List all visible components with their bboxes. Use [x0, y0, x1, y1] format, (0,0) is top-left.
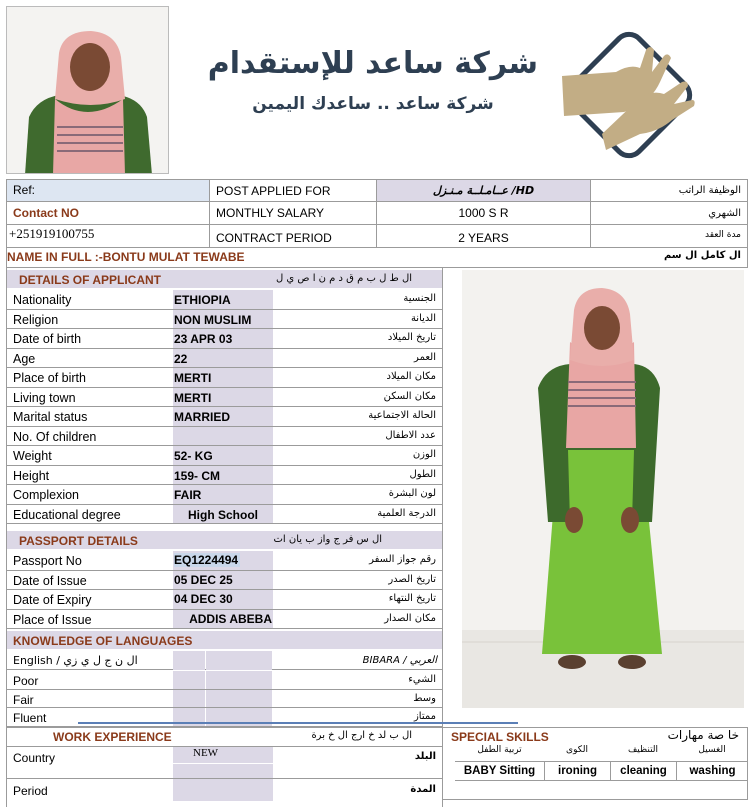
details-title: DETAILS OF APPLICANT	[19, 273, 161, 287]
details-row-arabic: مكان السكن	[383, 390, 436, 402]
details-row-value: MERTI	[174, 390, 212, 405]
language-level-label: Fair	[13, 692, 34, 707]
details-row-value: NON MUSLIM	[174, 312, 252, 327]
passport-row	[7, 551, 442, 571]
details-row-value: ETHIOPIA	[174, 293, 231, 307]
passport-row-arabic: رقم جواز السفر	[369, 554, 436, 565]
applicant-full-body-photo	[462, 270, 744, 708]
details-row-value: 159- CM	[174, 468, 221, 483]
skills-title-arabic: خا صة مهارات	[667, 728, 739, 742]
details-row-value: 52- KG	[174, 449, 213, 463]
work-period-row	[7, 778, 442, 800]
details-row	[7, 505, 442, 525]
details-row	[7, 407, 442, 427]
details-row-label: Religion	[13, 312, 59, 327]
details-row-arabic: عدد الاطفال	[385, 429, 436, 441]
language-level-arabic: ممتاز	[413, 711, 436, 722]
passport-row-label: Place of Issue	[13, 612, 92, 627]
details-row-label: No. Of children	[13, 429, 97, 444]
salary-value: 1000 S R	[377, 203, 590, 225]
passport-row-arabic: تاريخ النتهاء	[388, 593, 436, 604]
contact-label: Contact NO	[7, 203, 209, 225]
work-period-label: Period	[13, 784, 48, 798]
details-row	[7, 485, 442, 505]
details-row-label: Age	[13, 351, 36, 366]
passport-row	[7, 610, 442, 630]
details-row-value: MARRIED	[174, 410, 230, 424]
work-title: WORK EXPERIENCE	[53, 730, 172, 744]
contract-arabic-label: مدة العقد	[705, 230, 741, 240]
skill-arabic-header: الكوى	[566, 745, 588, 755]
details-row	[7, 290, 442, 310]
skill-item: BABY Sitting	[455, 761, 544, 781]
details-row	[7, 427, 442, 447]
languages-head-row	[7, 651, 442, 670]
full-name-arabic-label: ال كامل ال سم	[663, 250, 741, 261]
details-row-value: FAIR	[174, 488, 202, 502]
passport-row-label: Date of Expiry	[13, 593, 92, 607]
passport-row-value: 05 DEC 25	[174, 572, 233, 587]
details-row-label: Living town	[13, 390, 76, 405]
contract-value: 2 YEARS	[458, 231, 509, 245]
skills-title: SPECIAL SKILLS	[451, 730, 549, 744]
skill-item: washing	[676, 761, 748, 781]
passport-row	[7, 571, 442, 591]
applicant-portrait-photo	[6, 6, 169, 174]
contact-phone: +251919100755	[9, 226, 95, 241]
passport-row-value: EQ1224494	[174, 553, 239, 567]
passport-row-arabic: مكان الصدار	[384, 612, 436, 624]
details-row-arabic: تاريخ الميلاد	[387, 332, 436, 343]
passport-title-arabic: ال س فر ج واز ب يان ات	[273, 534, 382, 545]
details-row-value: 23 APR 03	[174, 332, 233, 346]
passport-row-arabic: تاريخ الصدر	[388, 573, 436, 585]
name-row	[6, 248, 748, 268]
arabic-label: BIBARA / العربي	[362, 655, 437, 666]
details-row-label: Weight	[13, 449, 52, 463]
details-row-arabic: الحالة الاجتماعية	[368, 410, 436, 421]
contract-label: CONTRACT PERIOD	[216, 231, 332, 245]
salary-label: MONTHLY SALARY	[210, 203, 376, 225]
passport-section-header	[7, 531, 442, 549]
fluent-underline	[78, 722, 518, 724]
passport-row-value: ADDIS ABEBA	[189, 611, 272, 626]
details-row-label: Complexion	[13, 488, 80, 502]
passport-row-label: Date of Issue	[13, 573, 87, 588]
details-row-value: 22	[174, 351, 188, 366]
work-country-row	[7, 746, 442, 778]
details-row-label: Height	[13, 468, 50, 483]
details-row	[7, 329, 442, 349]
details-row-label: Marital status	[13, 410, 88, 424]
salary-arabic-label: الشهري	[591, 203, 747, 225]
details-row-label: Date of birth	[13, 332, 82, 346]
hands-logo-icon	[554, 20, 704, 170]
language-level-arabic: وسط	[413, 692, 436, 704]
details-row-arabic: الديانة	[410, 312, 436, 324]
languages-section-header	[7, 631, 442, 649]
details-row	[7, 310, 442, 330]
skill-arabic-header: الغسيل	[698, 745, 726, 755]
details-row-value: MERTI	[174, 371, 212, 385]
details-row-arabic: الجنسية	[403, 293, 436, 304]
details-row-arabic: الطول	[409, 468, 436, 480]
details-title-arabic: ال ط ل ب م ق د م ن ا ص ي ل	[275, 273, 412, 284]
details-row	[7, 446, 442, 466]
passport-row-label: Passport No	[13, 554, 82, 568]
details-row-arabic: العمر	[414, 351, 436, 363]
work-country-value: NEW	[193, 747, 219, 759]
skill-arabic-header: التنظيف	[627, 745, 659, 755]
details-row	[7, 368, 442, 388]
passport-title: PASSPORT DETAILS	[19, 534, 138, 548]
language-level-arabic: الشيء	[408, 674, 436, 685]
details-row	[7, 349, 442, 369]
post-arabic-label: الوظيفة الراتب	[591, 180, 747, 202]
work-section-header	[7, 727, 442, 745]
ref-label: Ref:	[7, 180, 209, 202]
language-level-label: Poor	[13, 674, 39, 688]
details-row-label: Nationality	[13, 293, 72, 307]
work-country-label: Country	[13, 751, 56, 765]
details-row-label: Place of birth	[13, 371, 86, 385]
language-level-label: Fluent	[13, 711, 47, 725]
details-row-arabic: الوزن	[412, 449, 436, 460]
full-name: NAME IN FULL :-BONTU MULAT TEWABE	[7, 250, 245, 264]
english-label: English / ال ن ج ل ي زي	[13, 654, 138, 667]
language-row	[7, 671, 442, 690]
skill-arabic-header: تربية الطفل	[477, 745, 522, 755]
skill-item: cleaning	[610, 761, 676, 781]
details-row-value: High School	[188, 507, 258, 522]
details-row	[7, 388, 442, 408]
details-row-arabic: الدرجة العلمية	[377, 507, 436, 519]
work-period-arabic: المدة	[410, 784, 436, 795]
language-row	[7, 690, 442, 709]
company-name-arabic: شركة ساعد للإستقدام	[207, 46, 538, 81]
work-country-arabic: البلد	[414, 751, 436, 762]
skill-item: ironing	[544, 761, 610, 781]
post-value: HD/ عــامـلــة مـنـزل	[377, 180, 590, 202]
languages-title: KNOWLEDGE OF LANGUAGES	[13, 634, 193, 648]
details-row-label: Educational degree	[13, 507, 121, 522]
details-section-header	[7, 270, 442, 288]
company-header	[170, 6, 748, 178]
work-title-arabic: ال ب لد خ ارج ال خ برة	[311, 730, 412, 741]
passport-row	[7, 590, 442, 610]
details-row	[7, 466, 442, 486]
details-row-arabic: مكان الميلاد	[386, 371, 436, 382]
company-tagline-arabic: شركة ساعد .. ساعدك اليمين	[252, 94, 494, 114]
passport-row-value: 04 DEC 30	[174, 592, 233, 606]
post-label: POST APPLIED FOR	[210, 180, 376, 202]
details-row-arabic: لون البشرة	[388, 488, 436, 499]
